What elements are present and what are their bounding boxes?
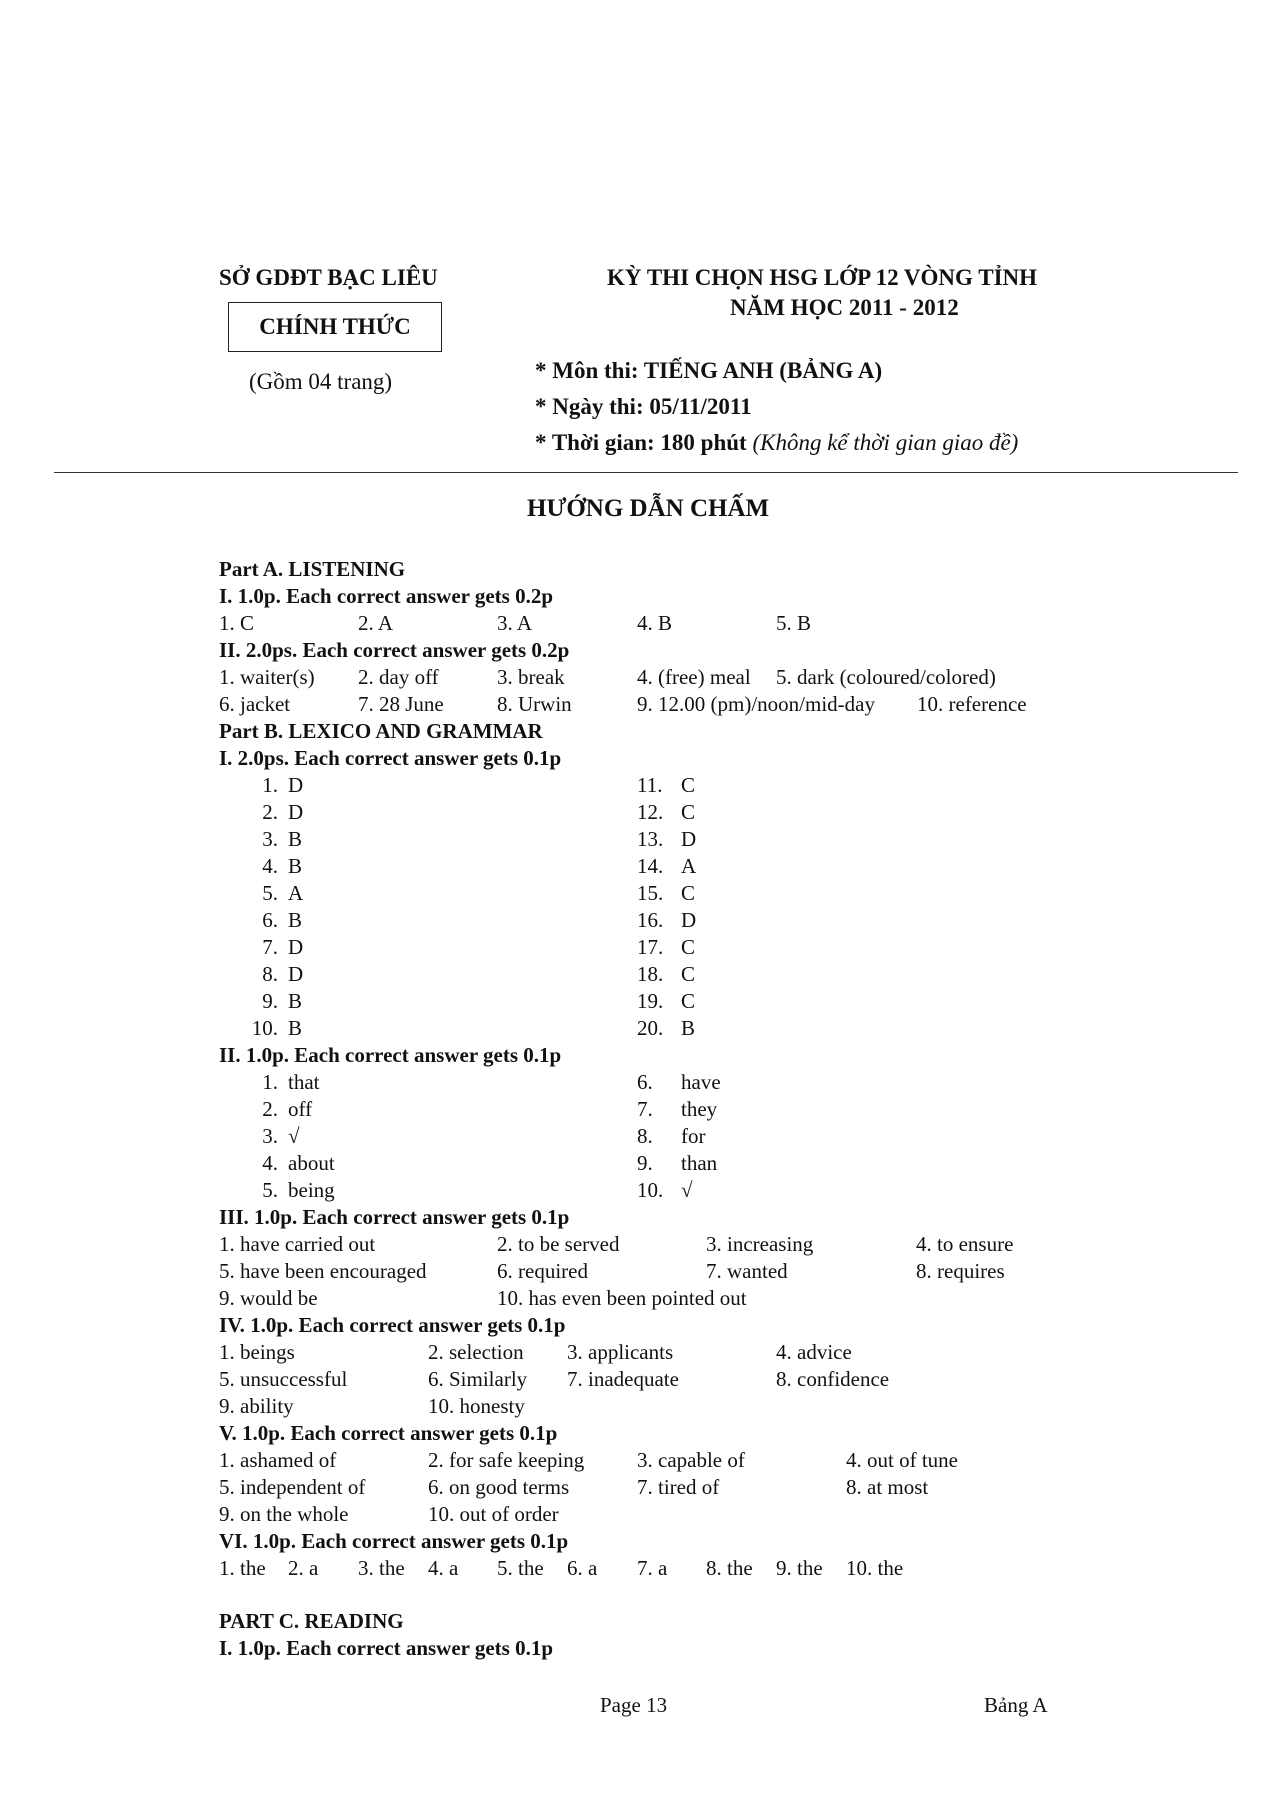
item-answer: D <box>288 800 304 824</box>
answer: 1. have carried out <box>219 1232 376 1256</box>
item-answer: D <box>681 908 697 932</box>
exam-time-label: * Thời gian: 180 phút <box>535 430 747 455</box>
answer: 2. selection <box>428 1340 524 1364</box>
answer: 1. ashamed of <box>219 1448 337 1472</box>
item-number: 7. <box>637 1097 653 1121</box>
answer: 2. a <box>288 1556 319 1580</box>
item-answer: √ <box>681 1178 693 1202</box>
item-number: 10. <box>251 1016 278 1040</box>
item-number: 4. <box>262 854 278 878</box>
page-count-note: (Gồm 04 trang) <box>249 369 393 394</box>
item-number: 8. <box>262 962 278 986</box>
board-label: Bảng A <box>984 1693 1048 1717</box>
item-answer: D <box>681 827 697 851</box>
answer: 1. C <box>219 611 255 635</box>
item-number: 12. <box>637 800 664 824</box>
item-answer: about <box>288 1151 335 1175</box>
answer: 5. B <box>776 611 812 635</box>
item-answer: off <box>288 1097 313 1121</box>
answer: 2. for safe keeping <box>428 1448 585 1472</box>
part-b-section-4-title: IV. 1.0p. Each correct answer gets 0.1p <box>219 1313 566 1337</box>
exam-time-note: (Không kể thời gian giao đề) <box>752 430 1019 455</box>
answer: 10. honesty <box>428 1394 525 1418</box>
part-c-section-1-title: I. 1.0p. Each correct answer gets 0.1p <box>219 1636 554 1660</box>
item-number: 8. <box>637 1124 653 1148</box>
item-number: 2. <box>262 1097 278 1121</box>
item-number: 19. <box>637 989 664 1013</box>
answer: 5. dark (coloured/colored) <box>776 665 996 689</box>
item-number: 3. <box>262 1124 278 1148</box>
item-number: 16. <box>637 908 664 932</box>
item-number: 9. <box>262 989 278 1013</box>
item-answer: C <box>681 989 696 1013</box>
item-number: 18. <box>637 962 664 986</box>
answer: 9. on the whole <box>219 1502 349 1526</box>
answer: 6. a <box>567 1556 598 1580</box>
item-answer: B <box>288 989 303 1013</box>
part-b-section-3-title: III. 1.0p. Each correct answer gets 0.1p <box>219 1205 570 1229</box>
page-number: Page 13 <box>600 1693 668 1717</box>
item-answer: B <box>288 827 303 851</box>
item-number: 7. <box>262 935 278 959</box>
department-name: SỞ GDĐT BẠC LIÊU <box>219 265 438 290</box>
item-number: 20. <box>637 1016 664 1040</box>
answer: 3. A <box>497 611 533 635</box>
exam-time <box>535 430 1018 456</box>
answer: 8. requires <box>916 1259 1005 1283</box>
answer: 5. the <box>497 1556 544 1580</box>
answer: 5. unsuccessful <box>219 1367 348 1391</box>
part-a-title: Part A. LISTENING <box>219 557 406 581</box>
part-b-section-6-title: VI. 1.0p. Each correct answer gets 0.1p <box>219 1529 569 1553</box>
item-answer: being <box>288 1178 335 1202</box>
item-number: 4. <box>262 1151 278 1175</box>
exam-date: * Ngày thi: 05/11/2011 <box>535 394 752 419</box>
answer: 5. independent of <box>219 1475 366 1499</box>
answer: 9. 12.00 (pm)/noon/mid-day <box>637 692 875 716</box>
item-answer: C <box>681 935 696 959</box>
item-answer: that <box>288 1070 320 1094</box>
item-answer: C <box>681 773 696 797</box>
item-number: 1. <box>262 773 278 797</box>
item-answer: have <box>681 1070 721 1094</box>
item-answer: A <box>681 854 697 878</box>
answer: 3. the <box>358 1556 405 1580</box>
answer: 4. to ensure <box>916 1232 1014 1256</box>
answer: 7. a <box>637 1556 668 1580</box>
answer: 1. the <box>219 1556 266 1580</box>
part-b-section-1-title: I. 2.0ps. Each correct answer gets 0.1p <box>219 746 562 770</box>
answer: 7. tired of <box>637 1475 720 1499</box>
answer: 3. break <box>497 665 565 689</box>
item-number: 11. <box>637 773 663 797</box>
school-year: NĂM HỌC 2011 - 2012 <box>730 295 959 320</box>
item-number: 1. <box>262 1070 278 1094</box>
item-answer: B <box>288 1016 303 1040</box>
part-a-section-2-title: II. 2.0ps. Each correct answer gets 0.2p <box>219 638 570 662</box>
exam-subject: * Môn thi: TIẾNG ANH (BẢNG A) <box>535 358 883 383</box>
answer: 3. increasing <box>706 1232 814 1256</box>
part-b-title: Part B. LEXICO AND GRAMMAR <box>219 719 543 743</box>
item-answer: C <box>681 962 696 986</box>
item-number: 15. <box>637 881 664 905</box>
answer: 3. applicants <box>567 1340 674 1364</box>
item-number: 13. <box>637 827 664 851</box>
answer: 5. have been encouraged <box>219 1259 427 1283</box>
answer: 6. jacket <box>219 692 291 716</box>
item-answer: D <box>288 962 304 986</box>
item-number: 5. <box>262 881 278 905</box>
answer: 7. inadequate <box>567 1367 679 1391</box>
answer: 9. the <box>776 1556 823 1580</box>
answer: 4. (free) meal <box>637 665 751 689</box>
answer: 10. out of order <box>428 1502 559 1526</box>
answer: 6. on good terms <box>428 1475 570 1499</box>
item-answer: for <box>681 1124 706 1148</box>
item-answer: B <box>288 908 303 932</box>
item-number: 5. <box>262 1178 278 1202</box>
item-number: 14. <box>637 854 664 878</box>
answer: 8. confidence <box>776 1367 890 1391</box>
item-answer: than <box>681 1151 718 1175</box>
answer: 2. day off <box>358 665 439 689</box>
answer: 10. reference <box>917 692 1027 716</box>
item-number: 9. <box>637 1151 653 1175</box>
item-answer: C <box>681 800 696 824</box>
item-answer: B <box>681 1016 696 1040</box>
answer: 8. at most <box>846 1475 929 1499</box>
answer: 7. wanted <box>706 1259 788 1283</box>
item-number: 3. <box>262 827 278 851</box>
answer: 1. beings <box>219 1340 295 1364</box>
answer: 7. 28 June <box>358 692 444 716</box>
part-a-section-1-title: I. 1.0p. Each correct answer gets 0.2p <box>219 584 554 608</box>
answer: 8. the <box>706 1556 753 1580</box>
official-stamp-box: CHÍNH THỨC <box>228 302 442 352</box>
item-answer: they <box>681 1097 718 1121</box>
item-number: 17. <box>637 935 664 959</box>
item-number: 6. <box>262 908 278 932</box>
answer: 2. A <box>358 611 394 635</box>
part-b-section-5-title: V. 1.0p. Each correct answer gets 0.1p <box>219 1421 558 1445</box>
answer: 9. ability <box>219 1394 294 1418</box>
exam-title: KỲ THI CHỌN HSG LỚP 12 VÒNG TỈNH <box>607 265 1038 290</box>
item-answer: C <box>681 881 696 905</box>
answer: 10. has even been pointed out <box>497 1286 747 1310</box>
document-title: HƯỚNG DẪN CHẤM <box>527 495 770 522</box>
answer: 6. required <box>497 1259 588 1283</box>
part-b-section-2-title: II. 1.0p. Each correct answer gets 0.1p <box>219 1043 562 1067</box>
item-answer: D <box>288 773 304 797</box>
answer: 10. the <box>846 1556 904 1580</box>
answer: 6. Similarly <box>428 1367 528 1391</box>
answer: 4. B <box>637 611 673 635</box>
answer: 1. waiter(s) <box>219 665 315 689</box>
answer: 4. out of tune <box>846 1448 958 1472</box>
answer: 4. advice <box>776 1340 852 1364</box>
item-number: 10. <box>637 1178 664 1202</box>
item-answer: √ <box>288 1124 300 1148</box>
part-c-title: PART C. READING <box>219 1609 404 1633</box>
item-number: 6. <box>637 1070 653 1094</box>
item-answer: B <box>288 854 303 878</box>
answer: 9. would be <box>219 1286 318 1310</box>
answer: 8. Urwin <box>497 692 572 716</box>
item-number: 2. <box>262 800 278 824</box>
item-answer: A <box>288 881 304 905</box>
answer: 2. to be served <box>497 1232 620 1256</box>
answer: 4. a <box>428 1556 459 1580</box>
answer: 3. capable of <box>637 1448 745 1472</box>
header-divider <box>54 472 1238 473</box>
item-answer: D <box>288 935 304 959</box>
